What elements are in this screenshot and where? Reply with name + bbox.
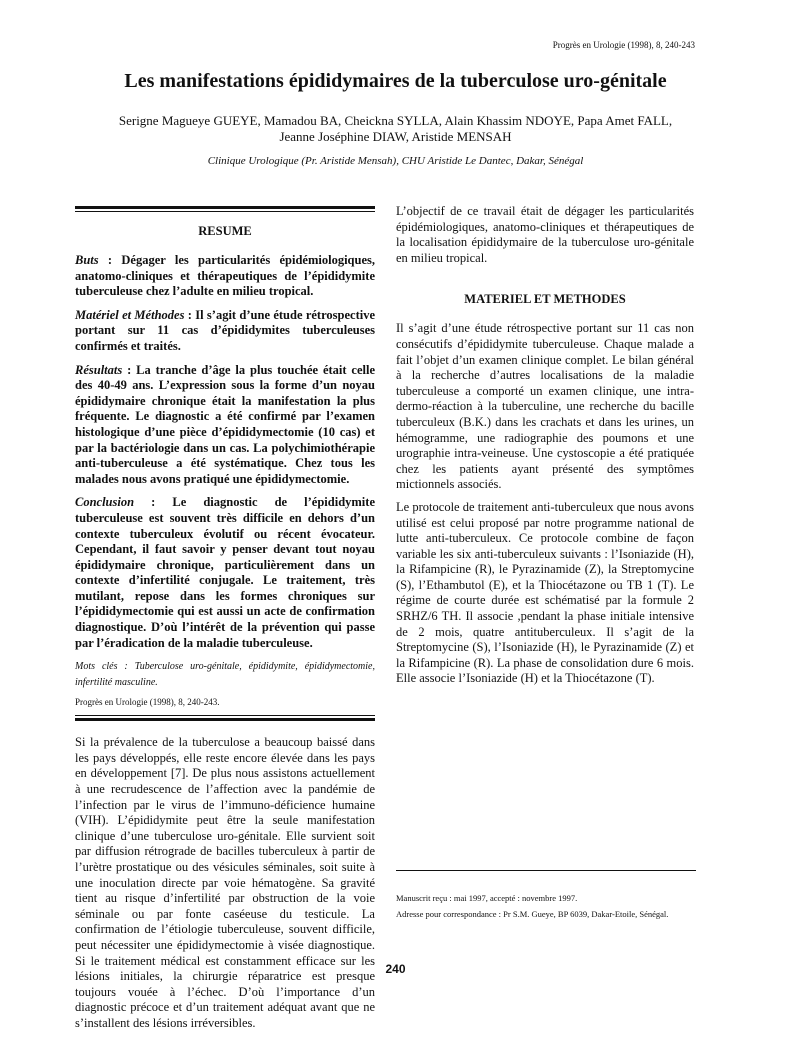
abstract-methodes [75, 308, 375, 355]
resultats-text: : La tranche d’âge la plus touchée était celle des 40-49 ans. L’expression sous la forme d’un noyau épididymaire chronique était la manifestation la plus fréquente. Le diagnostic a été confirmé par l’examen histologique d’une pièce d’épididymectomie (10 cas) et par la bactériologie dans un cas. La polychimiothérapie anti-tuberculeuse a été systématique. Chez tous les malades nous avons pratiqué une épididymectomie. [75, 362, 375, 486]
abstract-top-rule-thick [75, 206, 375, 209]
authors-line-2: Jeanne Joséphine DIAW, Aristide MENSAH [279, 129, 512, 144]
left-column [75, 219, 375, 1039]
resultats-label: Résultats [75, 362, 123, 377]
conclusion-text: : Le diagnostic de l’épididymite tuberculeuse est souvent très difficile en dehors d’un contexte tuberculeux évolutif ou récent évocateur. Cependant, il faut savoir y penser devant tout noyau épididymaire chronique, particulièrement dans un contexte d’infertilité conjugale. Le traitement, très mutilant, repose dans les formes chroniques sur l’épididymectomie qui est aussi un acte de confirmation diagnostique. D’où l’intérêt de la prévention qui passe par l’éradication de la maladie tuberculeuse. [75, 495, 375, 650]
abstract-bottom-rule-thin [75, 715, 375, 716]
abstract-bottom-rule-thick [75, 718, 375, 721]
abstract-conclusion [75, 495, 375, 651]
conclusion-label: Conclusion [75, 495, 135, 510]
buts-text: : Dégager les particularités épidémiologiques, anatomo-cliniques et thérapeutiques de l’épididymite tuberculeuse chez l’adulte en milieu tropical. [75, 253, 375, 299]
article-title: Les manifestations épididymaires de la tuberculose uro-génitale [124, 70, 667, 92]
keywords: Mots clés : Tuberculose uro-génitale, épididymite, épididymectomie, infertilité masculine. [75, 661, 375, 689]
footnotes [396, 890, 696, 922]
footnote-rule [396, 870, 696, 871]
abstract-reference: Progrès en Urologie (1998), 8, 240-243. [75, 697, 220, 708]
methods-heading: MATERIEL ET METHODES [464, 292, 626, 307]
methods-paragraph-1: Il s’agit d’une étude rétrospective portant sur 11 cas non consécutifs d’épididymite tuberculeuse. Chaque malade a fait l’objet d’un examen clinique complet. Le bilan général à la recherche d’autres localisations de la maladie tuberculeuse a comporté un examen clinique, une intra-dermo-réaction à la tuberculine, une recherche du bacille tuberculeux (B.K.) dans les crachats et dans les urines, un hémogramme, une radiographie des poumons et une urographie intra-veineuse. Une cystoscopie a été pratiquée chez les patients ayant présenté des symptômes mictionnels associés. [396, 321, 694, 492]
footnote-received: Manuscrit reçu : mai 1997, accepté : novembre 1997. [396, 893, 578, 903]
right-column [396, 204, 694, 694]
methodes-label: Matériel et Méthodes [75, 307, 185, 322]
intro-paragraph-1: Si la prévalence de la tuberculose a beaucoup baissé dans les pays développés, elle reste encore élevée dans les pays en développement [7]. De plus nous assistons actuellement à une recrudescence de l’affection avec la pandémie de l’infection par le virus de l’immuno-déficience humaine (VIH). L’épididymite peut être la seule manifestation clinique d’une tuberculose uro-génitale. Elle survient soit par diffusion rétrograde de bacilles tuberculeux à partir de l’urètre prostatique ou des vésicules séminales, soit suite à une inoculation directe par voie hématogène. Sa gravité tient au risque d’infertilité par obstruction de la voie séminale ou par fonte caséeuse du testicule. La confirmation de l’étiologie tuberculeuse, souvent difficile, peut nécessiter une épididymectomie à visée diagnostique. Si le traitement médical est constamment efficace sur les lésions initiales, la chirurgie réparatrice est presque toujours vouée à l’échec. D’où l’importance d’un diagnostic précoce et d’un traitement adéquat avant que ne s’installent des lésions irréversibles. [75, 735, 375, 1030]
abstract-heading: RESUME [198, 224, 252, 238]
methodes-text: : Il s’agit d’une étude rétrospective portant sur 11 cas d’épididymites tuberculeuses confirmés et traités. [75, 307, 375, 353]
page-number: 240 [385, 962, 406, 976]
buts-label: Buts [75, 253, 99, 267]
abstract-top-rule-thin [75, 211, 375, 212]
abstract-buts [75, 253, 375, 300]
journal-reference: Progrès en Urologie (1998), 8, 240-243 [552, 40, 695, 50]
intro-paragraph-2: L’objectif de ce travail était de dégager les particularités épidémiologiques, anatomo-cliniques et thérapeutiques de la localisation épididymaire de la tuberculose uro-génitale en milieu tropical. [396, 204, 694, 265]
abstract-resultats [75, 363, 375, 488]
affiliation: Clinique Urologique (Pr. Aristide Mensah), CHU Aristide Le Dantec, Dakar, Sénégal [207, 155, 584, 167]
authors-line-1: Serigne Magueye GUEYE, Mamadou BA, Cheickna SYLLA, Alain Khassim NDOYE, Papa Amet FALL, [118, 113, 673, 128]
methods-paragraph-2: Le protocole de traitement anti-tuberculeux que nous avons utilisé est celui proposé par notre programme national de lutte anti-tuberculeux. Ce protocole combine de façon variable les six anti-tuberculeux suivants : l’Isoniazide (H), la Rifampicine (R), le Pyrazinamide (Z), la Streptomycine (S), l’Ethambutol (E), et la Thiocétazone ou TB 1 (T). Le régime de courte durée est schématisé par la formule 2 SRHZ/6 TH. Il associe ,pendant la phase initiale intensive de 2 mois, quatre antituberculeux. Il s’agit de la Streptomycine (S), l’Isoniazide (H), le Pyrazinamide (Z) et la Rifampicine (R). La phase de consolidation dure 6 mois. Elle associe l’Isoniazide (H) et la Thiocétazone (T). [396, 499, 694, 686]
author-list [80, 113, 711, 145]
footnote-correspondence: Adresse pour correspondance : Pr S.M. Gueye, BP 6039, Dakar-Etoile, Sénégal. [396, 909, 669, 919]
